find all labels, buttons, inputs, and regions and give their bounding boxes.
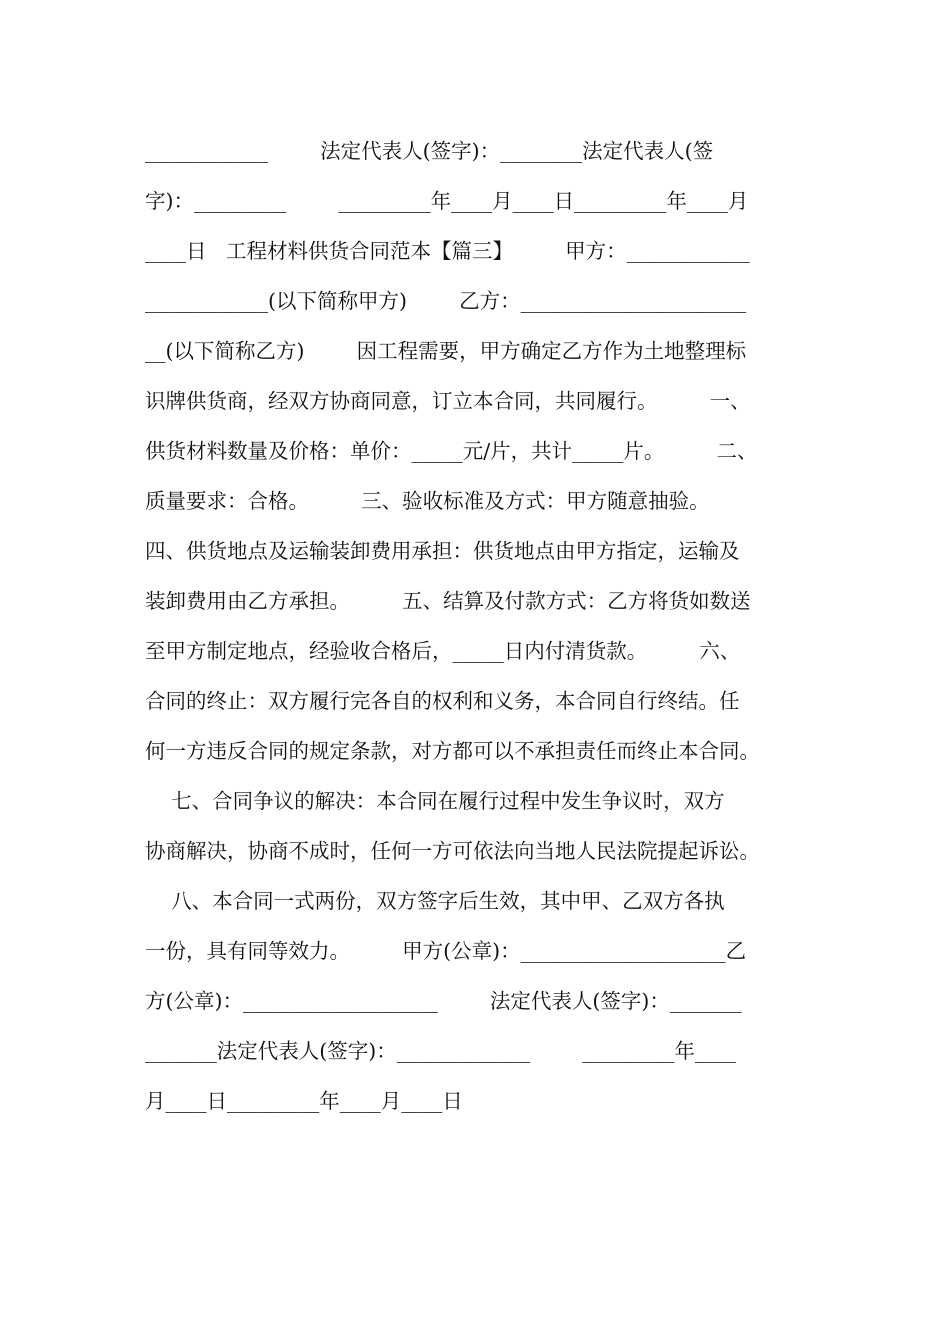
text-line-8: 质量要求：合格。 三、验收标准及方式：甲方随意抽验。 bbox=[145, 489, 710, 513]
text-line-9: 四、供货地点及运输装卸费用承担：供货地点由甲方指定，运输及 bbox=[145, 539, 740, 563]
text-line-1: ____________ 法定代表人(签字)：________法定代表人(签 bbox=[145, 139, 714, 163]
text-line-13: 何一方违反合同的规定条款，对方都可以不承担责任而终止本合同。 bbox=[145, 739, 760, 763]
text-line-17: 一份，具有同等效力。 甲方(公章)：____________________乙 bbox=[145, 939, 747, 963]
text-line-11: 至甲方制定地点，经验收合格后，_____日内付清货款。 六、 bbox=[145, 639, 741, 663]
text-line-19: _______法定代表人(签字)：_____________ _________年____ bbox=[145, 1039, 736, 1063]
text-line-4: ____________(以下简称甲方) 乙方：______________________ bbox=[145, 289, 747, 313]
text-line-3: ____日 工程材料供货合同范本【篇三】 甲方：____________ bbox=[145, 239, 750, 263]
text-line-7: 供货材料数量及价格：单价：_____元/片，共计_____片。 二、 bbox=[145, 439, 758, 463]
text-line-18: 方(公章)：___________________ 法定代表人(签字)：_______ bbox=[145, 989, 742, 1013]
text-line-16: 八、本合同一式两份，双方签字后生效，其中甲、乙双方各执 bbox=[145, 889, 725, 913]
text-line-10: 装卸费用由乙方承担。 五、结算及付款方式：乙方将货如数送 bbox=[145, 589, 751, 613]
text-line-12: 合同的终止：双方履行完各自的权利和义务，本合同自行终结。任 bbox=[145, 689, 740, 713]
text-line-6: 识牌供货商，经双方协商同意，订立本合同，共同履行。 一、 bbox=[145, 389, 751, 413]
text-line-5: __(以下简称乙方) 因工程需要，甲方确定乙方作为土地整理标 bbox=[145, 339, 747, 363]
text-line-15: 协商解决，协商不成时，任何一方可依法向当地人民法院提起诉讼。 bbox=[145, 839, 760, 863]
text-line-20: 月____日_________年____月____日 bbox=[145, 1089, 463, 1113]
text-line-14: 七、合同争议的解决：本合同在履行过程中发生争议时，双方 bbox=[145, 789, 725, 813]
text-line-2: 字)：_________ _________年____月____日_________年____月 bbox=[145, 189, 749, 213]
